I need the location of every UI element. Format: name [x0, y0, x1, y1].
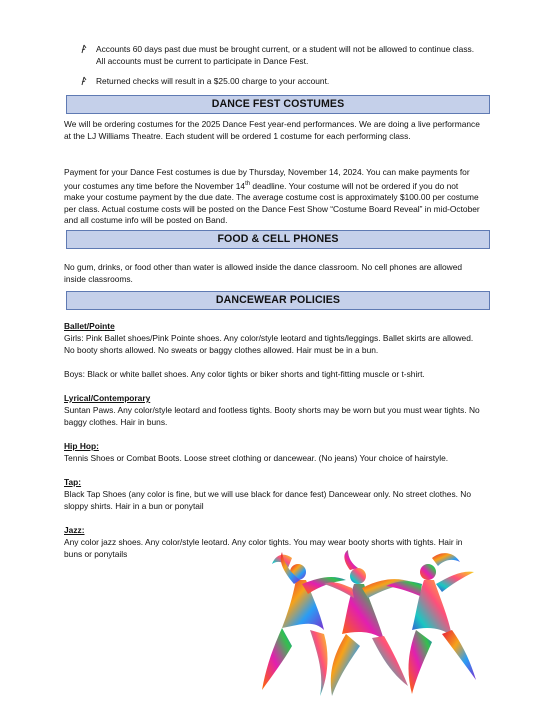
section-header-costumes: DANCE FEST COSTUMES — [66, 95, 490, 114]
ballet-heading: Ballet/Pointe — [64, 321, 115, 331]
lyrical-heading: Lyrical/Contemporary — [64, 393, 151, 403]
dancer-figure — [324, 550, 412, 696]
hiphop-heading: Hip Hop: — [64, 441, 99, 451]
lyrical-text: Suntan Paws. Any color/style leotard and footless tights. Booty shorts may be worn but you must wear tights. No baggy clothes. Hair in buns. — [64, 405, 480, 427]
section-header-dancewear: DANCEWEAR POLICIES — [66, 291, 490, 310]
section-header-food: FOOD & CELL PHONES — [66, 230, 490, 249]
tap-text: Black Tap Shoes (any color is fine, but we will use black for dance fest) Dancewear only. No street clothes. No sloppy shirts. Hair in a bun or ponytail — [64, 489, 471, 511]
costumes-p2-end: deadline. Your costume will not be ordered if you do not make your costume payment by the due date. The average costume cost is approximately $100.00 per costume per class. Actual costume costs will be posted on the Dance Fest Show “Costume Board Reveal” in mid-October and all costume info will be posted on Band. — [64, 180, 480, 226]
dancers-illustration — [262, 550, 476, 700]
bullet-text: Returned checks will result in a $25.00 charge to your account. — [96, 76, 330, 86]
jazz-text: Any color jazz shoes. Any color/style leotard. Any color tights. You may wear booty shorts with tights. Hair in buns or ponytails — [64, 537, 463, 559]
food-paragraph: No gum, drinks, or food other than water is allowed inside the dance classroom. No cell phones are allowed inside classrooms. — [64, 262, 463, 284]
bullet-item — [80, 76, 480, 88]
costumes-p2-start: Payment for your Dance Fest costumes is due by Thursday, November 14, 2024. You can make payments for your costumes any time before the November 14 — [64, 167, 470, 191]
jazz-heading: Jazz: — [64, 525, 85, 535]
tap-heading: Tap: — [64, 477, 82, 487]
ballet-girls-text: Girls: Pink Ballet shoes/Pink Pointe shoes. Any color/style leotard and tights/leggings. Ballet skirts are allowed. No booty shorts allowed. No sweats or baggy clothes allowed. Hair must be in a bun. — [64, 333, 474, 355]
bullet-item — [80, 44, 480, 67]
arrow-bullet-icon — [80, 44, 90, 57]
arrow-bullet-icon — [80, 76, 90, 89]
bullet-text: Accounts 60 days past due must be brought current, or a student will not be allowed to continue class. All accounts must be current to participate in Dance Fest. — [96, 44, 475, 66]
costumes-p2-sup: th — [245, 180, 251, 187]
costumes-paragraph-1: We will be ordering costumes for the 2025 Dance Fest year-end performances. We are doing a live performance at the LJ Williams Theatre. Each student will be ordered 1 costume for each performing class. — [64, 119, 480, 141]
costumes-paragraph-2 — [64, 167, 480, 227]
hiphop-text: Tennis Shoes or Combat Boots. Loose street clothing or dancewear. (No jeans) Your choice of hairstyle. — [64, 453, 449, 463]
ballet-boys-text: Boys: Black or white ballet shoes. Any color tights or biker shorts and tight-fitting muscle or t-shirt. — [64, 369, 425, 379]
